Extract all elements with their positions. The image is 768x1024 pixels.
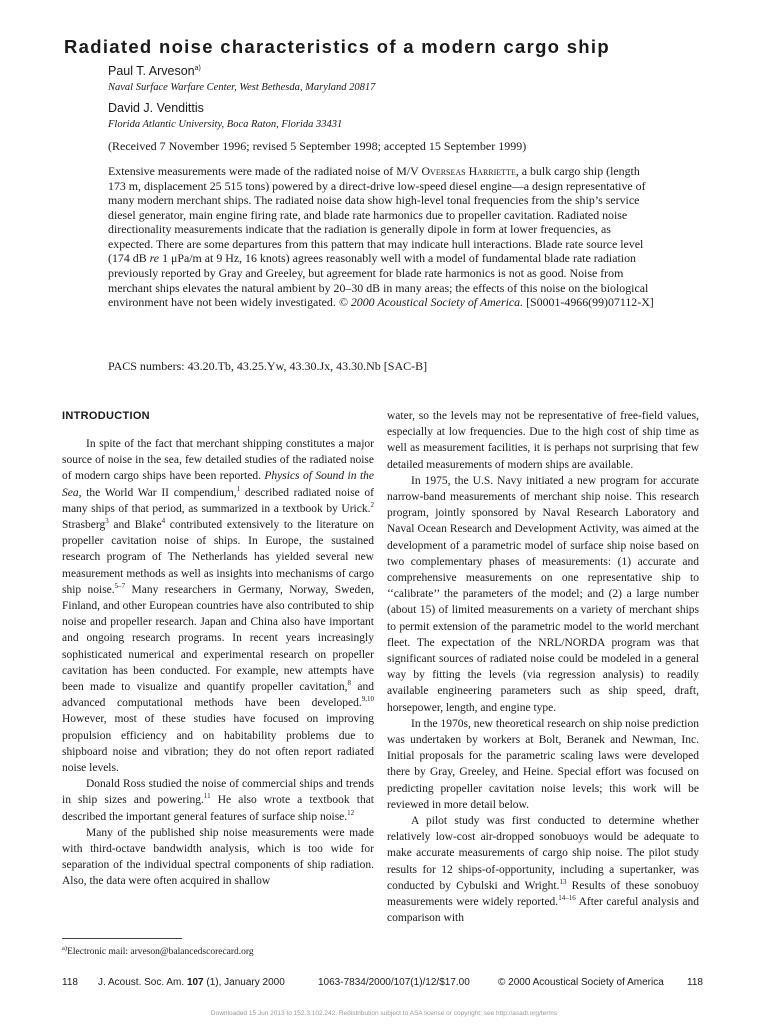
- paragraph: A pilot study was first conducted to determine whether relatively low-cost air-dropped sonobuoys would be adequate to make accurate measurements of cargo ship noise. The pilot study results for 12 ships-of-opportunity, including a supertanker, was conducted by Cybulski and Wright.$^{13}$ Results of these sonobuoy measurements were widely reported.$^{14-16}$ After careful analysis and comparison with: [387, 815, 699, 925]
- ship-name: Overseas Harriette: [421, 164, 516, 178]
- received-dates: (Received 7 November 1996; revised 5 September 1998; accepted 15 September 1999): [108, 139, 527, 153]
- affiliation-1: Naval Surface Warfare Center, West Bethesda, Maryland 20817: [108, 82, 376, 93]
- paragraph: In 1975, the U.S. Navy initiated a new program for accurate narrow-band measurements of merchant ship noise. This research program, jointly sponsored by Naval Research Laboratory and Naval Ocean Research and Development Activity, was aimed at the development of a parametric model of surface ship noise based on two complementary phases of measurements: (1) accurate and comprehensive measurements on one representative ship to ‘‘calibrate’’ the parameters of the model; and (2) a large number (about 15) of limited measurements on a variety of merchant ships to permit extension of the parametric model to the world merchant fleet. The expectation of the NRL/NORDA program was that significant sources of radiated noise could be modeled in a general way by fitting the levels (via regression analysis) to readily available engineering parameters such as ship speed, draft, horsepower, length, and engine type.: [387, 474, 699, 714]
- footer-copyright: © 2000 Acoustical Society of America: [498, 977, 664, 988]
- download-note: Downloaded 15 Jun 2013 to 152.3.102.242. Redistribution subject to ASA license or copyright; see http://asadl.org/terms: [210, 1010, 558, 1017]
- paragraph: Many of the published ship noise measurements were made with third-octave bandwidth analysis, which is too wide for separation of the individual spectral components of ship radiation. Also, the data were often acquired in shallow: [62, 826, 374, 888]
- author-name: David J. Vendittis: [108, 101, 204, 115]
- article-code: 1063-7834/2000/107(1)/12/$17.00: [318, 977, 470, 988]
- author-2: [108, 101, 204, 115]
- paragraph: In the 1970s, new theoretical research on ship noise prediction was undertaken by workers at Bolt, Beranek and Newman, Inc. Initial proposals for the parametric scaling laws were developed there by Gray, Greeley, and Heine. Special effort was focused on predicting propeller cavitation noise levels; this work will be reviewed in more detail below.: [387, 717, 699, 811]
- author-name: Paul T. Arveson: [108, 64, 195, 78]
- paragraph: water, so the levels may not be representative of free-field values, especially at low frequencies. Due to the high cost of ship time as well as measurement facilities, it is perhaps not surprising that few detailed measurements of modern ships are available.: [387, 410, 699, 471]
- abstract-copyright: © 2000 Acoustical Society of America.: [338, 295, 524, 310]
- left-column: [62, 436, 374, 890]
- abstract: Extensive measurements were made of the radiated noise of M/V Overseas Harriette, a bulk cargo ship (length 173 m, displacement 25 515 tons) powered by a direct-drive low-speed diesel engine—a design representative of many modern merchant ships. The radiated noise data show high-level tonal frequencies from the ship’s service diesel generator, main engine firing rate, and blade rate harmonics due to propeller cavitation. Radiated noise directionality measurements indicate that the radiation is generally dipole in form at lower frequencies, as expected. There are some departures from this pattern that may indicate hull interactions. Blade rate source level (174 dB re 1 μPa/m at 9 Hz, 16 knots) agrees reasonably well with a model of fundamental blade rate radiation previously reported by Gray and Greeley, but agreement for blade rate harmonics is not as good. Noise from merchant ships elevates the natural ambient by 20–30 dB in many areas; the effects of this noise on the biological environment have not been widely investigated. © 2000 Acoustical Society of America. [S0001-4966(99)07112-X]: [108, 164, 654, 310]
- footnote-rule: [62, 938, 182, 939]
- author-1: [108, 64, 201, 78]
- paragraph: Donald Ross studied the noise of commercial ships and trends in ship sizes and powering.$^{11}$ He also wrote a textbook that described the important general features of surface ship noise.$^{12}$: [62, 778, 374, 823]
- affiliation-2: Florida Atlantic University, Boca Raton, Florida 33431: [108, 119, 343, 130]
- section-heading: INTRODUCTION: [62, 410, 150, 422]
- paper-title: Radiated noise characteristics of a modern cargo ship: [64, 36, 610, 57]
- journal-citation: J. Acoust. Soc. Am. 107 (1), January 2000: [98, 977, 285, 988]
- paragraph: In spite of the fact that merchant shipping constitutes a major source of noise in the sea, few detailed studies of the radiated noise of modern cargo ships have been reported. Physics of Sound in the Sea, the World War II compendium,$^1$ described radiated noise of many ships of that period, as summarized in a textbook by Urick.$^2$ Strasberg$^3$ and Blake$^4$ contributed extensively to the literature on propeller cavitation noise of ships. In Europe, the sustained research program of The Netherlands has yielded several new measurement methods as well as insights into mechanisms of cargo ship noise.$^{5-7}$ Many researchers in Germany, Norway, Sweden, Finland, and other European countries have also contributed to ship noise and propeller research. Japan and China also have important and ongoing research programs. In recent years increasingly sophisticated numerical and experimental research on propeller cavitation has been conducted. For example, new attempts have been made to visualize and quantify propeller cavitation,$^8$ and advanced computational methods have been developed.$^{9,10}$ However, most of these studies have focused on improving propulsion efficiency and on habitability problems due to shipboard noise and vibration; they do not often report radiated noise levels.: [62, 438, 375, 775]
- footnote: $^{a)}$Electronic mail: arveson@balancedscorecard.org: [62, 945, 254, 958]
- pacs-numbers: PACS numbers: 43.20.Tb, 43.25.Yw, 43.30.Jx, 43.30.Nb [SAC-B]: [108, 359, 428, 373]
- abstract-code: [S0001-4966(99)07112-X]: [523, 295, 654, 310]
- page-number-right: 118: [687, 977, 703, 988]
- author-mark: a): [194, 64, 201, 72]
- page-number-left: 118: [62, 977, 78, 988]
- right-column: [387, 408, 699, 927]
